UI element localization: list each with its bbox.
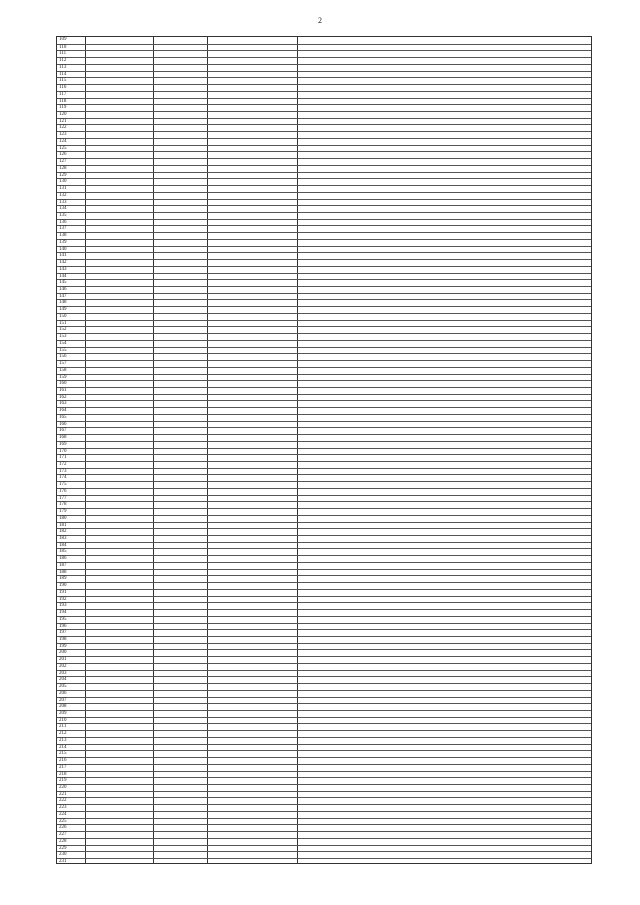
table-row bbox=[57, 380, 591, 387]
row-number: 174 bbox=[59, 475, 67, 481]
row-number: 228 bbox=[59, 838, 67, 844]
table-row bbox=[57, 575, 591, 582]
row-number: 131 bbox=[59, 186, 67, 192]
table-row bbox=[57, 818, 591, 825]
row-number: 201 bbox=[59, 657, 67, 663]
table-row bbox=[57, 57, 591, 64]
row-number: 191 bbox=[59, 589, 67, 595]
table-row bbox=[57, 481, 591, 488]
table-row bbox=[57, 845, 591, 852]
row-number: 150 bbox=[59, 313, 67, 319]
table-row bbox=[57, 737, 591, 744]
table-row bbox=[57, 205, 591, 212]
table-row bbox=[57, 104, 591, 111]
table-row bbox=[57, 434, 591, 441]
row-number: 188 bbox=[59, 569, 67, 575]
table-row bbox=[57, 77, 591, 84]
table-row bbox=[57, 777, 591, 784]
table-row bbox=[57, 488, 591, 495]
row-number: 220 bbox=[59, 785, 67, 791]
row-number: 111 bbox=[59, 51, 67, 57]
row-number: 214 bbox=[59, 744, 67, 750]
table-row bbox=[57, 441, 591, 448]
table-row bbox=[57, 623, 591, 630]
row-number: 206 bbox=[59, 690, 67, 696]
row-number: 168 bbox=[59, 435, 67, 441]
table-row bbox=[57, 165, 591, 172]
row-number: 162 bbox=[59, 394, 67, 400]
table-row bbox=[57, 602, 591, 609]
table-row bbox=[57, 50, 591, 57]
table-row bbox=[57, 414, 591, 421]
row-number: 180 bbox=[59, 515, 67, 521]
row-number: 196 bbox=[59, 623, 67, 629]
row-number: 205 bbox=[59, 684, 67, 690]
row-number: 114 bbox=[59, 71, 67, 77]
row-number: 230 bbox=[59, 852, 67, 858]
table-row bbox=[57, 548, 591, 555]
row-number: 135 bbox=[59, 212, 67, 218]
row-number: 190 bbox=[59, 583, 67, 589]
row-number: 140 bbox=[59, 246, 67, 252]
row-number: 112 bbox=[59, 58, 67, 64]
table-row bbox=[57, 744, 591, 751]
row-number: 117 bbox=[59, 91, 67, 97]
row-number: 166 bbox=[59, 421, 67, 427]
row-number: 141 bbox=[59, 253, 67, 259]
row-number: 218 bbox=[59, 771, 67, 777]
row-number: 125 bbox=[59, 145, 67, 151]
table-row bbox=[57, 360, 591, 367]
row-number: 159 bbox=[59, 374, 67, 380]
table-row bbox=[57, 542, 591, 549]
table-row bbox=[57, 589, 591, 596]
row-number: 224 bbox=[59, 811, 67, 817]
table-row bbox=[57, 367, 591, 374]
table-row bbox=[57, 656, 591, 663]
row-number: 195 bbox=[59, 616, 67, 622]
row-number: 198 bbox=[59, 636, 67, 642]
row-number: 194 bbox=[59, 610, 67, 616]
table-row bbox=[57, 71, 591, 78]
table-row bbox=[57, 676, 591, 683]
table-row bbox=[57, 824, 591, 831]
table-row bbox=[57, 522, 591, 529]
table-row bbox=[57, 313, 591, 320]
row-number: 134 bbox=[59, 206, 67, 212]
row-number: 171 bbox=[59, 455, 67, 461]
table-row bbox=[57, 158, 591, 165]
table-row bbox=[57, 663, 591, 670]
table-row bbox=[57, 400, 591, 407]
table-row bbox=[57, 804, 591, 811]
table-row bbox=[57, 454, 591, 461]
row-number: 109 bbox=[59, 37, 67, 42]
table-row bbox=[57, 461, 591, 468]
table-row bbox=[57, 124, 591, 131]
row-number: 146 bbox=[59, 287, 67, 292]
table-row bbox=[57, 831, 591, 838]
table-row bbox=[57, 784, 591, 791]
table-row bbox=[57, 333, 591, 340]
row-number: 226 bbox=[59, 825, 67, 831]
row-number: 178 bbox=[59, 502, 67, 508]
row-number: 154 bbox=[59, 340, 67, 346]
row-number: 126 bbox=[59, 152, 67, 158]
row-number: 225 bbox=[59, 818, 67, 824]
table-row bbox=[57, 138, 591, 145]
table-row bbox=[57, 569, 591, 576]
table-row bbox=[57, 629, 591, 636]
row-number: 200 bbox=[59, 650, 67, 656]
table-row bbox=[57, 273, 591, 280]
table-row bbox=[57, 535, 591, 542]
table-row bbox=[57, 192, 591, 199]
row-number: 231 bbox=[59, 859, 67, 865]
table-row bbox=[57, 64, 591, 71]
row-number: 192 bbox=[59, 596, 67, 602]
row-number: 113 bbox=[59, 64, 67, 70]
table-row bbox=[57, 730, 591, 737]
row-number: 221 bbox=[59, 791, 67, 797]
table-row bbox=[57, 515, 591, 522]
table-row bbox=[57, 690, 591, 697]
row-number: 164 bbox=[59, 408, 67, 414]
row-number: 179 bbox=[59, 509, 67, 515]
row-number: 222 bbox=[59, 798, 67, 804]
row-number: 130 bbox=[59, 179, 67, 185]
table-row bbox=[57, 279, 591, 286]
row-number: 185 bbox=[59, 549, 67, 555]
table-row bbox=[57, 474, 591, 481]
register-table bbox=[56, 36, 592, 864]
row-number: 124 bbox=[59, 138, 67, 144]
row-number: 213 bbox=[59, 737, 67, 743]
table-row bbox=[57, 562, 591, 569]
table-row bbox=[57, 340, 591, 347]
table-row bbox=[57, 353, 591, 360]
table-row bbox=[57, 717, 591, 724]
table-row bbox=[57, 219, 591, 226]
row-number: 115 bbox=[59, 78, 67, 84]
table-row bbox=[57, 347, 591, 354]
table-row bbox=[57, 427, 591, 434]
table-row bbox=[57, 185, 591, 192]
table-row bbox=[57, 468, 591, 475]
row-number: 211 bbox=[59, 724, 67, 730]
table-row bbox=[57, 232, 591, 239]
row-number: 138 bbox=[59, 233, 67, 239]
page-number: 2 bbox=[318, 16, 322, 25]
row-number: 215 bbox=[59, 751, 67, 757]
table-row bbox=[57, 636, 591, 643]
table-row bbox=[57, 750, 591, 757]
row-number: 110 bbox=[59, 44, 67, 50]
table-row bbox=[57, 703, 591, 710]
row-number: 123 bbox=[59, 132, 67, 138]
table-row bbox=[57, 259, 591, 266]
table-row bbox=[57, 697, 591, 704]
row-number: 197 bbox=[59, 630, 67, 636]
row-number: 202 bbox=[59, 663, 67, 669]
row-number: 120 bbox=[59, 112, 67, 118]
table-row bbox=[57, 293, 591, 300]
row-number: 170 bbox=[59, 448, 67, 454]
row-number: 136 bbox=[59, 219, 67, 225]
table-row bbox=[57, 582, 591, 589]
table-row bbox=[57, 407, 591, 414]
table-row bbox=[57, 306, 591, 313]
row-number: 152 bbox=[59, 327, 67, 333]
row-number: 181 bbox=[59, 522, 67, 528]
table-row bbox=[57, 555, 591, 562]
row-number: 139 bbox=[59, 239, 67, 245]
table-row bbox=[57, 145, 591, 152]
row-number: 118 bbox=[59, 98, 67, 104]
row-number: 161 bbox=[59, 387, 67, 393]
table-row bbox=[57, 501, 591, 508]
table-row bbox=[57, 118, 591, 125]
table-row bbox=[57, 495, 591, 502]
row-number: 207 bbox=[59, 697, 67, 703]
table-row bbox=[57, 797, 591, 804]
table-row bbox=[57, 374, 591, 381]
row-number: 153 bbox=[59, 334, 67, 340]
row-number: 160 bbox=[59, 381, 67, 387]
row-number: 128 bbox=[59, 165, 67, 171]
table-row bbox=[57, 723, 591, 730]
table-row bbox=[57, 683, 591, 690]
table-row bbox=[57, 299, 591, 306]
table-row bbox=[57, 448, 591, 455]
row-number: 184 bbox=[59, 542, 67, 548]
table-row bbox=[57, 838, 591, 845]
table-row bbox=[57, 649, 591, 656]
row-number: 187 bbox=[59, 562, 67, 568]
row-number: 175 bbox=[59, 482, 67, 488]
row-number: 122 bbox=[59, 125, 67, 131]
table-row bbox=[57, 320, 591, 327]
table-row bbox=[57, 44, 591, 51]
row-number: 132 bbox=[59, 192, 67, 198]
table-row bbox=[57, 131, 591, 138]
table-row bbox=[57, 771, 591, 778]
row-number: 208 bbox=[59, 704, 67, 710]
row-number: 183 bbox=[59, 536, 67, 542]
table-row bbox=[57, 528, 591, 535]
row-number: 156 bbox=[59, 354, 67, 360]
table-row bbox=[57, 199, 591, 206]
row-number: 129 bbox=[59, 172, 67, 178]
table-row bbox=[57, 508, 591, 515]
row-number: 151 bbox=[59, 320, 67, 326]
table-row bbox=[57, 225, 591, 232]
table-row bbox=[57, 791, 591, 798]
table-row bbox=[57, 421, 591, 428]
row-number: 121 bbox=[59, 118, 67, 124]
table-row bbox=[57, 212, 591, 219]
row-number: 182 bbox=[59, 529, 67, 535]
row-number: 143 bbox=[59, 266, 67, 272]
row-number: 223 bbox=[59, 805, 67, 811]
table-row bbox=[57, 239, 591, 246]
row-number: 127 bbox=[59, 159, 67, 165]
row-number: 186 bbox=[59, 556, 67, 562]
row-number: 163 bbox=[59, 401, 67, 407]
table-row bbox=[57, 643, 591, 650]
table-row bbox=[57, 286, 591, 293]
table-row bbox=[57, 616, 591, 623]
row-number: 142 bbox=[59, 260, 67, 266]
row-number: 158 bbox=[59, 367, 67, 373]
row-number: 172 bbox=[59, 461, 67, 467]
row-number: 137 bbox=[59, 226, 67, 232]
table-row bbox=[57, 84, 591, 91]
row-number: 216 bbox=[59, 758, 67, 764]
row-number: 145 bbox=[59, 280, 67, 286]
table-row bbox=[57, 111, 591, 118]
table-row bbox=[57, 394, 591, 401]
row-number: 193 bbox=[59, 603, 67, 609]
table-row bbox=[57, 851, 591, 858]
table-row bbox=[57, 91, 591, 98]
table-row bbox=[57, 757, 591, 764]
row-number: 167 bbox=[59, 428, 67, 434]
row-number: 149 bbox=[59, 307, 67, 313]
table-row bbox=[57, 858, 591, 865]
row-number: 217 bbox=[59, 764, 67, 770]
table-row bbox=[57, 98, 591, 105]
table-row bbox=[57, 151, 591, 158]
table-row bbox=[57, 609, 591, 616]
table-row bbox=[57, 178, 591, 185]
row-number: 176 bbox=[59, 488, 67, 494]
table-row bbox=[57, 37, 591, 44]
row-number: 155 bbox=[59, 347, 67, 353]
row-number: 229 bbox=[59, 845, 67, 851]
table-row bbox=[57, 246, 591, 253]
row-number: 204 bbox=[59, 677, 67, 683]
row-number: 165 bbox=[59, 414, 67, 420]
row-number: 169 bbox=[59, 441, 67, 447]
table-row bbox=[57, 326, 591, 333]
row-number: 148 bbox=[59, 300, 67, 306]
row-number: 157 bbox=[59, 361, 67, 367]
table-row bbox=[57, 670, 591, 677]
table-row bbox=[57, 387, 591, 394]
row-number: 133 bbox=[59, 199, 67, 205]
row-number: 119 bbox=[59, 105, 67, 111]
row-number: 147 bbox=[59, 293, 67, 299]
table-row bbox=[57, 710, 591, 717]
row-number: 173 bbox=[59, 468, 67, 474]
row-number: 227 bbox=[59, 832, 67, 838]
row-number: 189 bbox=[59, 576, 67, 582]
row-number: 219 bbox=[59, 778, 67, 784]
table-row bbox=[57, 764, 591, 771]
row-number: 144 bbox=[59, 273, 67, 279]
row-number: 199 bbox=[59, 643, 67, 649]
table-row bbox=[57, 596, 591, 603]
row-number: 210 bbox=[59, 717, 67, 723]
table-row bbox=[57, 811, 591, 818]
table-row bbox=[57, 172, 591, 179]
row-number: 212 bbox=[59, 731, 67, 737]
table-row bbox=[57, 266, 591, 273]
row-number: 209 bbox=[59, 711, 67, 716]
row-number: 177 bbox=[59, 495, 67, 501]
row-number: 116 bbox=[59, 85, 67, 91]
table-row bbox=[57, 252, 591, 259]
row-number: 203 bbox=[59, 670, 67, 676]
